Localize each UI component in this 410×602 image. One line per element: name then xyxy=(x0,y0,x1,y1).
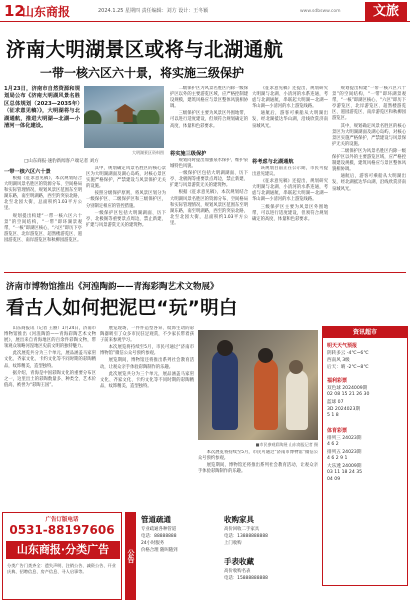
ad-line: 高价回收二手家具 xyxy=(224,527,260,532)
story1-photo xyxy=(84,86,164,148)
paper-name: 山东商报 xyxy=(22,5,71,19)
story1-column: 二级保护区为风景名胜区内除一级保护区以外的主要游览区域，应严格控制建设规模，建筑风格应与景区整体风貌相协调。 三级保护区主要为风景区外围地带，可以进行适度建设，但须符合规划确定的高度、体量和色彩要求。 xyxy=(170,86,248,129)
ad-hotline-label: 广告订版电话 xyxy=(45,517,79,523)
ad-line: 价格合理 随叫随到 xyxy=(141,548,178,553)
story2-headline: 看古人如何把泥巴“玩”明白 xyxy=(6,298,238,319)
sports-lottery-title: 体育彩票 xyxy=(327,428,348,434)
sports-lottery-line: 03 11 18 24 35 xyxy=(327,470,363,475)
sports-lottery-line: 4 6 2 xyxy=(327,442,339,447)
story2-column: 展览现场，一件件造型各异、纹饰生动的彩陶器吸引了众多市民驻足观赏，不少家长带着孩子前来参观学习。 本次展览将持续至5月，市民可通过“济南市博物馆”微信公众号预约参观。 展览期间，博物馆还将推出系列社会教育活动，让观众亲手体验彩陶制作的乐趣。 此次展览共分为三个单元，展品涵盖马家窑文化、齐家文化、卡约文化等不同时期的彩陶精品，纹饰精美，造型独特。 xyxy=(100,326,194,389)
lottery-title: 福利彩票 xyxy=(327,378,348,384)
story2-column: 山东商报讯（记者 王丽）1月24日，济南市博物馆推出《河湟陶韵——青海彩陶艺术文物展》，展出来自青海地区的百余件彩陶文物，带领观众领略河湟地区史前文明的独特魅力。 此次展览共分为三个单元，展品涵盖马家窑文化、齐家文化、卡约文化等不同时期的彩陶精品，纹饰精美，造型独特。 据介绍，青海是中国彩陶文化的重要分布区之一，这里出土的彩陶数量多、种类全、艺术价值高，被誉为“彩陶王国”。 xyxy=(4,326,96,388)
lottery-line: 5 1 8 xyxy=(327,413,339,418)
story1-section-title: 将考虑与北湖通航 xyxy=(252,159,294,165)
sports-lottery-line: 排列五 24023期 xyxy=(327,450,362,455)
issue-date: 2024.1.25 星期四 责任编辑：刘方 设计：王冬颖 xyxy=(98,8,209,14)
ad-line: 电话：15888888888 xyxy=(224,576,268,581)
section-badge: 文旅 xyxy=(365,2,407,21)
story2-kicker: 济南市博物馆推出《河湟陶韵——青海彩陶艺术文物展》 xyxy=(6,282,219,292)
story1-column: 根据《征求意见稿》，本次规划结合大明湖风景名胜区的资源分布、空间格局和实际管理情况，规划风景区范围东至明湖东路，南至明湖路，西至趵突泉北路，北至北园大街，总面积约1.03平方公里。 规划提出构建“一带一核六区六十景”的空间结构，“一带”即环湖景观带，“一核”即湖区核心，“六区”即历下亭游览区、北岸游览区、超然楼游览区、遐园游览区、南岸游览区和秋柳园游览区。 xyxy=(4,176,82,243)
sports-lottery-line: 4 6 2 9 1 xyxy=(327,456,348,461)
lottery-line: 蓝球 07 xyxy=(327,400,344,405)
info-box-header: 资讯超市 xyxy=(323,327,407,338)
announcement-label: 公告 xyxy=(125,512,136,600)
ad-category: 手表收藏 xyxy=(224,557,254,566)
ad-line: 专业疏通各种管道 xyxy=(141,527,177,532)
ad-area xyxy=(0,512,410,602)
ad-column xyxy=(222,512,318,600)
story2-column: 本次展览将持续至5月，市民可通过“济南市博物馆”微信公众号预约参观。 展览期间，博物馆还将推出系列社会教育活动，让观众亲手体验彩陶制作的乐趣。 xyxy=(198,450,318,475)
story1-column: 该规划目前正在公示期，市民可提出意见建议。 《征求意见稿》还提出，规划研究大明湖与北湖、小清河的水系连通，考虑与北湖通航，串联起大明湖—北湖—华山湖—小清河的水上游览线路。 三级保护区主要为风景区外围地带，可以进行适度建设，但须符合规划确定的高度、体量和色彩要求。 xyxy=(252,166,328,222)
lottery-line: 双色球 2024009期 xyxy=(327,386,368,391)
weather-line: 后天：晴 -2℃~8℃ xyxy=(327,365,369,370)
ad-description: 分类广告门类齐全：遗失声明、注销公告、减资公告、开业庆典、招聘信息、房产信息、寻人启事等。 xyxy=(7,563,116,574)
story1-subhead: 一带一核六区六十景，将实施三级保护 xyxy=(40,66,245,80)
story1-column: 规划提出构建“一带一核六区六十景”的空间结构，“一带”即环湖景观带，“一核”即湖区核心，“六区”即历下亭游览区、北岸游览区、超然楼游览区、遐园游览区、南岸游览区和秋柳园游览区。 其中，规划确定风景名胜区的核心景区为大明湖湖面及湖心岛屿，对核心景区实施严格保护，严禁建设与风景保护无关的设施。 二级保护区为风景名胜区内除一级保护区以外的主要游览区域，应严格控制建设规模，建筑风格应与景区整体风貌相协调。 通航后，游客可乘船从大明湖出发，经北湖抵达华山湖，沿线欣赏济南泉城风光。 xyxy=(332,86,406,192)
lottery-line: 02 08 15 21 26 30 xyxy=(327,392,370,397)
story1-section-title: 一带一核六区六十景 xyxy=(4,169,51,175)
ad-brand-banner: 山东商报·分类广告 xyxy=(6,541,120,559)
story1-headline: 济南大明湖景区或将与北湖通航 xyxy=(6,38,284,61)
sports-lottery-line: 大乐透 24009期 xyxy=(327,464,362,469)
ad-line: 电话：88888888 xyxy=(141,534,177,539)
sports-lottery-line: 排列三 24023期 xyxy=(327,436,362,441)
story2-photo-caption: ■市民参观彩陶展 山东商报记者 摄 xyxy=(255,442,318,447)
story1-lead: 1月23日，济南市自然资源和规划局公布《济南大明湖风景名胜区总体规划（2023—2035年）（征求意见稿）》，大明湖将与北湖通航，推进大明湖—北湖—小清河一体化建设。 xyxy=(4,86,80,130)
story1-byline: □山东商报·速豹新闻客户端记者 刘方 xyxy=(24,159,99,164)
lottery-line: 3D 2024023期 xyxy=(327,407,360,412)
ad-line: 上门收购 xyxy=(224,541,242,546)
story1-column: 其中，规划确定风景名胜区的核心景区为大明湖湖面及湖心岛屿，对核心景区实施严格保护，严禁建设与风景保护无关的设施。 按照分级保护原则，将风景区划分为一级保护区、二级保护区和三级保护区，分别制定相应的管控措施。 一级保护区包括大明湖湖面、历下亭、北极阁等重要景点周边，禁止新建、扩建与风景游赏无关的建筑物。 xyxy=(86,166,166,228)
sports-lottery-line: 04 09 xyxy=(327,477,341,482)
ad-phone-number: 0531-88197606 xyxy=(9,523,115,537)
weather-line: 西南风 3级 xyxy=(327,358,350,363)
story1-photo-caption: 大明湖景区资料图 xyxy=(132,150,164,155)
weather-title: 明天天气预报 xyxy=(327,343,358,349)
weather-line: 阴转多云 -4℃~6℃ xyxy=(327,351,369,356)
page-number: 12 xyxy=(4,2,25,20)
ad-line: 电话：13888888888 xyxy=(224,534,268,539)
story2-photo xyxy=(198,330,318,440)
story1-column: 《征求意见稿》还提出，规划研究大明湖与北湖、小清河的水系连通，考虑与北湖通航，串联起大明湖—北湖—华山湖—小清河的水上游览线路。 通航后，游客可乘船从大明湖出发，经北湖抵达华山湖，沿线欣赏济南泉城风光。 xyxy=(252,86,328,129)
masthead xyxy=(0,0,410,22)
ad-line: 高价收购名表 xyxy=(224,569,251,574)
section-divider xyxy=(4,272,406,273)
ad-category: 收购家具 xyxy=(224,515,254,524)
story1-section-title: 将实施三级保护 xyxy=(170,151,207,157)
ad-line: 24小时服务 xyxy=(141,541,165,546)
ad-category: 管道疏通 xyxy=(141,515,171,524)
classified-ad-block xyxy=(2,512,122,600)
site-url: www.sdbsww.com xyxy=(300,9,341,14)
ad-column xyxy=(139,512,219,600)
story1-column: 规划同时提出加强泉水保护，维护泉城特色风貌。 一级保护区包括大明湖湖面、历下亭、北极阁等重要景点周边，禁止新建、扩建与风景游赏无关的建筑物。 根据《征求意见稿》，本次规划结合大明湖风景名胜区的资源分布、空间格局和实际管理情况，规划风景区范围东至明湖东路，南至明湖路，西至趵突泉北路，北至北园大街，总面积约1.03平方公里。 xyxy=(170,158,248,226)
